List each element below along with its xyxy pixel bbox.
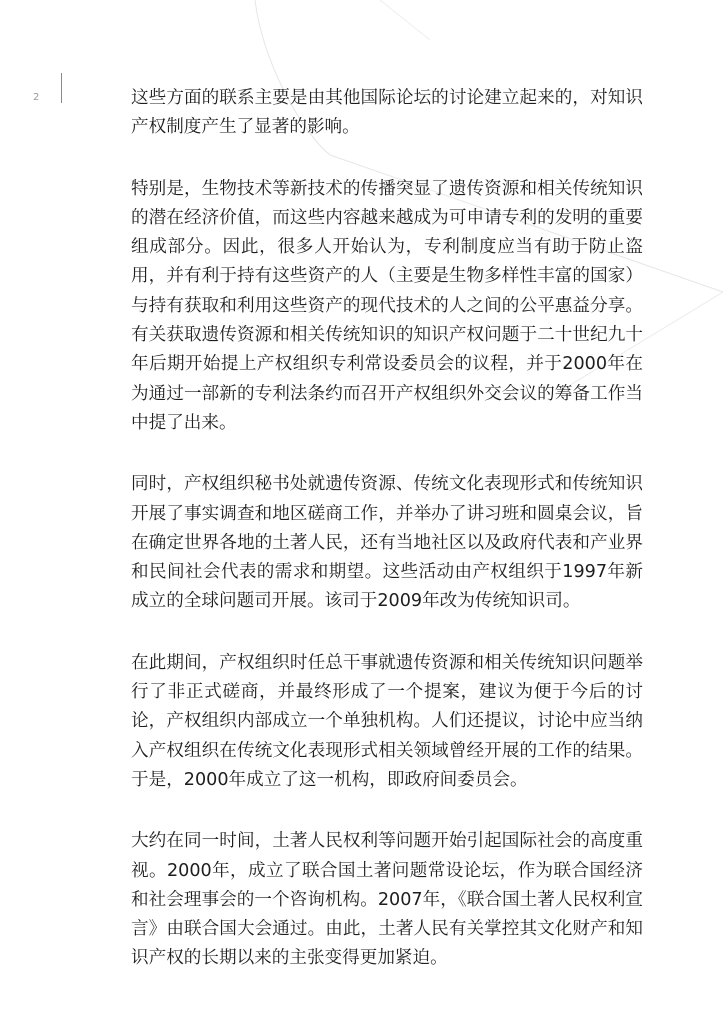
margin-rule [61,73,62,103]
paragraph: 在此期间，产权组织时任总干事就遗传资源和相关传统知识问题举行了非正式磋商，并最终形成了一个提案，建议为便于今后的讨论，产权组织内部成立一个单独机构。人们还提议，讨论中应当纳入产权组织在传统文化表现形式相关领域曾经开展的工作的结果。于是，2000年成立了这一机构，即政府间委员会。 [131,652,643,790]
document-body [131,84,643,974]
paragraph: 这些方面的联系主要是由其他国际论坛的讨论建立起来的，对知识产权制度产生了显著的影响。 [131,88,643,138]
paragraph: 同时，产权组织秘书处就遗传资源、传统文化表现形式和传统知识开展了事实调查和地区磋商工作，并举办了讲习班和圆桌会议，旨在确定世界各地的土著人民，还有当地社区以及政府代表和产业界和民间社会代表的需求和期望。这些活动由产权组织于1997年新成立的全球问题司开展。该司于2009年改为传统知识司。 [131,474,643,612]
paragraph: 大约在同一时间，土著人民权利等问题开始引起国际社会的高度重视。2000年，成立了联合国土著问题常设论坛，作为联合国经济和社会理事会的一个咨询机构。2007年，《联合国土著人民权利宣言》由联合国大会通过。由此，土著人民有关掌控其文化财产和知识产权的长期以来的主张变得更加紧迫。 [131,831,643,969]
paragraph: 特别是，生物技术等新技术的传播突显了遗传资源和相关传统知识的潜在经济价值，而这些内容越来越成为可申请专利的发明的重要组成部分。因此，很多人开始认为，专利制度应当有助于防止盗用，并有利于持有这些资产的人（主要是生物多样性丰富的国家）与持有获取和利用这些资产的现代技术的人之间的公平惠益分享。有关获取遗传资源和相关传统知识的知识产权问题于二十世纪九十年后期开始提上产权组织专利常设委员会的议程，并于2000年在为通过一部新的专利法条约而召开产权组织外交会议的筹备工作当中提了出来。 [131,178,643,433]
page-number: 2 [33,92,40,103]
